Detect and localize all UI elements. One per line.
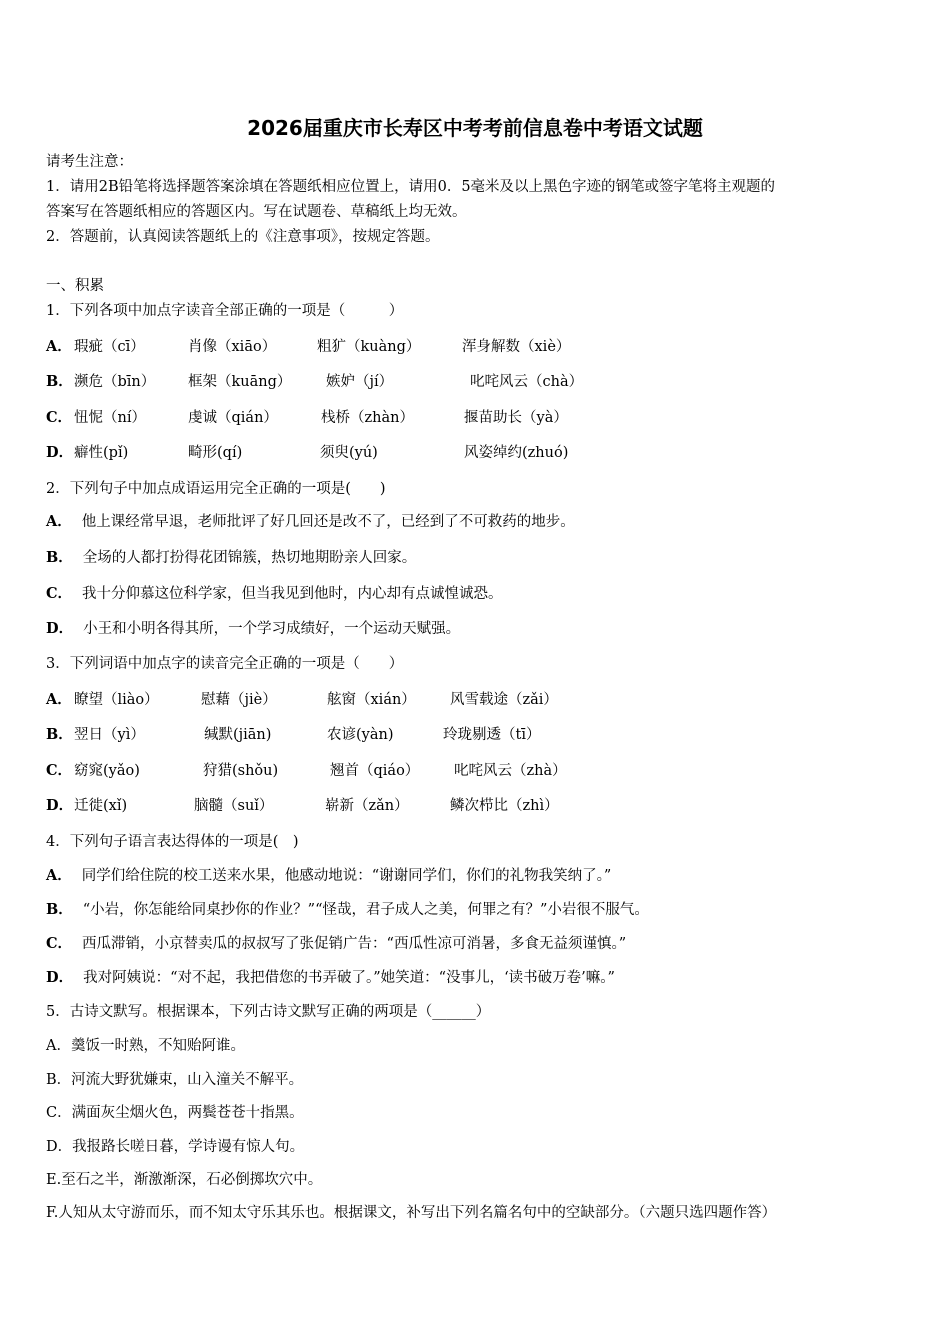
option-label: C． [46, 585, 73, 602]
q1-c-item2: 虔诚（qián） [188, 410, 278, 426]
question-3-stem: 3．下列词语中加点字的读音完全正确的一项是（ ） [46, 656, 404, 672]
option-label: C． [46, 409, 73, 426]
question-2-stem: 2．下列句子中加点成语运用完全正确的一项是( ) [46, 481, 386, 497]
notice-line-1b: 答案写在答题纸相应的答题区内。写在试题卷、草稿纸上均无效。 [46, 204, 467, 220]
q1-a-item3: 粗犷（kuàng） [317, 339, 421, 355]
q1-d-item1: 癖性(pǐ) [74, 445, 129, 461]
option-text: 西瓜滞销，小京替卖瓜的叔叔写了张促销广告：“西瓜性凉可消暑，多食无益须谨慎。” [82, 936, 627, 952]
q3-b-item3: 农谚(yàn) [327, 727, 394, 743]
option-text: 我十分仰慕这位科学家，但当我见到他时，内心却有点诚惶诚恐。 [82, 586, 503, 602]
option-label: B． [46, 549, 73, 566]
option-label: B． [46, 373, 73, 390]
q1-d-item4: 风姿绰约(zhuó) [464, 445, 569, 461]
page-title: 2026届重庆市长寿区中考考前信息卷中考语文试题 [247, 116, 703, 140]
q1-c-item4: 揠苗助长（yà） [464, 410, 568, 426]
q1-d-item3: 须臾(yú) [320, 445, 378, 461]
q3-a-item4: 风雪载途（zǎi） [450, 692, 558, 708]
notice-line-2: 2．答题前，认真阅读答题纸上的《注意事项》，按规定答题。 [46, 229, 440, 245]
q4-option-b [46, 900, 649, 920]
notice-heading: 请考生注意： [46, 154, 133, 170]
q3-a-item2: 慰藉（jiè） [201, 692, 277, 708]
option-text: “小岩，你怎能给同桌抄你的作业？”“怪哉，君子成人之美，何罪之有？”小岩很不服气。 [82, 902, 649, 918]
q1-b-item1: 濒危（bīn） [74, 374, 156, 390]
option-text: 我对阿姨说：“对不起，我把借您的书弄破了。”她笑道：“没事儿，‘读书破万卷’嘛。” [83, 970, 615, 986]
q3-c-item2: 狩猎(shǒu) [203, 763, 279, 779]
q1-c-item1: 忸怩（ní） [74, 410, 146, 426]
q2-option-d [46, 619, 460, 639]
q3-b-item2: 缄默(jiān) [204, 727, 272, 743]
q5-option-b: B．河流大野犹嫌束，山入潼关不解平。 [46, 1072, 304, 1088]
q4-option-a [46, 866, 611, 886]
q3-c-item3: 翘首（qiáo） [330, 763, 420, 779]
option-text: 小王和小明各得其所，一个学习成绩好，一个运动天赋强。 [83, 621, 461, 637]
question-5-stem: 5．古诗文默写。根据课本，下列古诗文默写正确的两项是（______） [46, 1004, 491, 1020]
option-text: 全场的人都打扮得花团锦簇，热切地期盼亲人回家。 [82, 550, 417, 566]
q1-b-item2: 框架（kuāng） [188, 374, 292, 390]
option-label: A． [46, 867, 72, 884]
q2-option-a [46, 512, 575, 532]
q2-option-b [46, 548, 416, 568]
q2-option-c [46, 584, 503, 604]
question-1-stem: 1．下列各项中加点字读音全部正确的一项是（ ） [46, 303, 404, 319]
q1-b-item4: 叱咤风云（chà） [470, 374, 584, 390]
q5-option-e: E.至石之半，渐激渐深，石必倒掷坎穴中。 [46, 1172, 323, 1188]
q5-option-d: D．我报路长嗟日暮，学诗谩有惊人句。 [46, 1139, 305, 1155]
option-label: A． [46, 513, 72, 530]
q3-b-item1: 翌日（yì） [74, 727, 145, 743]
q5-option-c: C．满面灰尘烟火色，两鬓苍苍十指黑。 [46, 1105, 304, 1121]
q3-c-item1: 窈窕(yǎo) [74, 763, 140, 779]
q5-option-a: A．羹饭一时熟，不知贻阿谁。 [46, 1038, 245, 1054]
q4-option-c [46, 934, 626, 954]
q3-a-item3: 舷窗（xián） [327, 692, 416, 708]
option-label: D． [46, 797, 74, 814]
q1-b-item3: 嫉妒（jí） [326, 374, 394, 390]
question-4-stem: 4．下列句子语言表达得体的一项是( ) [46, 834, 299, 850]
q3-b-item4: 玲珑剔透（tī） [443, 727, 541, 743]
q3-c-item4: 叱咤风云（zhà） [454, 763, 567, 779]
q3-d-item2: 脑髓（suǐ） [194, 798, 274, 814]
q1-a-item1: 瑕疵（cī） [74, 339, 145, 355]
option-label: B． [46, 901, 73, 918]
q4-option-d [46, 968, 615, 988]
option-text: 他上课经常早退，老师批评了好几回还是改不了，已经到了不可救药的地步。 [81, 514, 575, 530]
option-label: C． [46, 762, 73, 779]
option-label: B． [46, 726, 73, 743]
q1-a-item2: 肖像（xiāo） [188, 339, 277, 355]
option-label: D． [46, 969, 74, 986]
q3-d-item1: 迁徙(xǐ) [74, 798, 128, 814]
q5-option-f: F.人知从太守游而乐，而不知太守乐其乐也。根据课文，补写出下列名篇名句中的空缺部分。（六题只选四题作答） [46, 1205, 777, 1221]
notice-line-1a: 1．请用2B铅笔将选择题答案涂填在答题纸相应位置上，请用0．5毫米及以上黑色字迹的钢笔或签字笔将主观题的 [46, 179, 776, 195]
q3-d-item4: 鳞次栉比（zhì） [450, 798, 559, 814]
option-text: 同学们给住院的校工送来水果，他感动地说：“谢谢同学们，你们的礼物我笑纳了。” [81, 868, 612, 884]
q3-a-item1: 瞭望（liào） [74, 692, 159, 708]
option-label: D． [46, 444, 74, 461]
option-label: C． [46, 935, 73, 952]
option-label: A． [46, 338, 72, 355]
option-label: A． [46, 691, 72, 708]
section-heading: 一、积累 [46, 278, 104, 294]
q1-c-item3: 栈桥（zhàn） [321, 410, 414, 426]
q3-d-item3: 崭新（zǎn） [325, 798, 409, 814]
q1-a-item4: 浑身解数（xiè） [462, 339, 571, 355]
option-label: D． [46, 620, 74, 637]
q1-d-item2: 畸形(qí) [188, 445, 243, 461]
